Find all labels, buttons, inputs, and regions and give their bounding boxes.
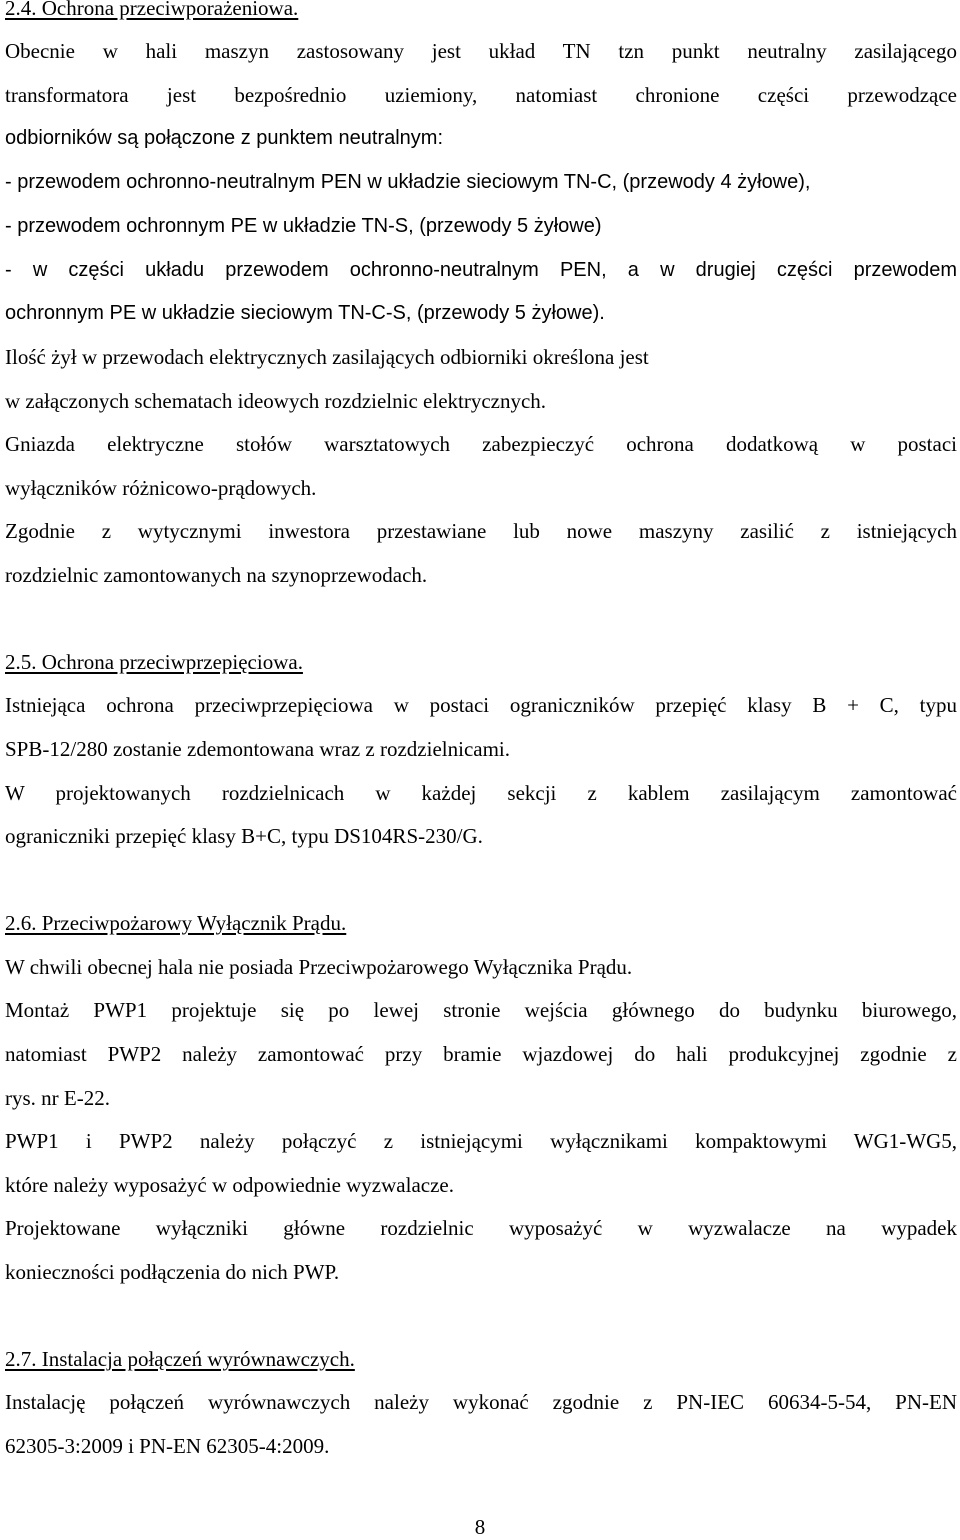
paragraph-line: Ilość żył w przewodach elektrycznych zasilających odbiorniki określona jest: [5, 345, 649, 369]
section-heading-2-6: 2.6. Przeciwpożarowy Wyłącznik Prądu.: [5, 911, 347, 935]
list-item: - przewodem ochronno-neutralnym PEN w układzie sieciowym TN-C, (przewody 4 żyłowe),: [5, 171, 811, 193]
paragraph-line: które należy wyposażyć w odpowiednie wyzwalacze.: [5, 1173, 454, 1197]
paragraph-line: Zgodnie z wytycznymi inwestora przestawiane lub nowe maszyny zasilić z istniejących: [5, 519, 957, 543]
list-item: - w części układu przewodem ochronno-neutralnym PEN, a w drugiej części przewodem: [5, 259, 957, 281]
page-number: 8: [474, 1515, 486, 1539]
paragraph-line: konieczności podłączenia do nich PWP.: [5, 1260, 340, 1284]
paragraph-line: rys. nr E-22.: [5, 1086, 110, 1110]
section-heading-2-5: 2.5. Ochrona przeciwprzepięciowa.: [5, 650, 303, 674]
paragraph-line: rozdzielnic zamontowanych na szynoprzewodach.: [5, 563, 428, 587]
paragraph-line: 62305-3:2009 i PN-EN 62305-4:2009.: [5, 1434, 330, 1458]
paragraph-line: SPB-12/280 zostanie zdemontowana wraz z rozdzielnicami.: [5, 737, 511, 761]
paragraph-line: odbiorników są połączone z punktem neutralnym:: [5, 127, 444, 149]
list-item: ochronnym PE w układzie sieciowym TN-C-S, (przewody 5 żyłowe).: [5, 302, 605, 324]
list-item: - przewodem ochronnym PE w układzie TN-S, (przewody 5 żyłowe): [5, 215, 602, 237]
paragraph-line: ograniczniki przepięć klasy B+C, typu DS104RS-230/G.: [5, 824, 483, 848]
paragraph-line: natomiast PWP2 należy zamontować przy bramie wjazdowej do hali produkcyjnej zgodnie z: [5, 1042, 957, 1066]
paragraph-line: Montaż PWP1 projektuje się po lewej stronie wejścia głównego do budynku biurowego,: [5, 998, 957, 1022]
paragraph-line: W chwili obecnej hala nie posiada Przeciwpożarowego Wyłącznika Prądu.: [5, 955, 633, 979]
paragraph-line: Gniazda elektryczne stołów warsztatowych zabezpieczyć ochrona dodatkową w postaci: [5, 432, 957, 456]
paragraph-line: Projektowane wyłączniki główne rozdzielnic wyposażyć w wyzwalacze na wypadek: [5, 1216, 957, 1240]
paragraph-line: Instalację połączeń wyrównawczych należy wykonać zgodnie z PN-IEC 60634-5-54, PN-EN: [5, 1390, 957, 1414]
paragraph-line: wyłączników różnicowo-prądowych.: [5, 476, 317, 500]
section-heading-2-4: 2.4. Ochrona przeciwporażeniowa.: [5, 0, 299, 20]
paragraph-line: Istniejąca ochrona przeciwprzepięciowa w postaci ograniczników przepięć klasy B + C, typu: [5, 693, 957, 717]
paragraph-line: transformatora jest bezpośrednio uziemiony, natomiast chronione części przewodzące: [5, 83, 957, 107]
paragraph-line: Obecnie w hali maszyn zastosowany jest układ TN tzn punkt neutralny zasilającego: [5, 39, 957, 63]
section-heading-2-7: 2.7. Instalacja połączeń wyrównawczych.: [5, 1347, 355, 1371]
paragraph-line: w załączonych schematach ideowych rozdzielnic elektrycznych.: [5, 389, 547, 413]
paragraph-line: W projektowanych rozdzielnicach w każdej sekcji z kablem zasilającym zamontować: [5, 781, 957, 805]
paragraph-line: PWP1 i PWP2 należy połączyć z istniejącymi wyłącznikami kompaktowymi WG1-WG5,: [5, 1129, 957, 1153]
